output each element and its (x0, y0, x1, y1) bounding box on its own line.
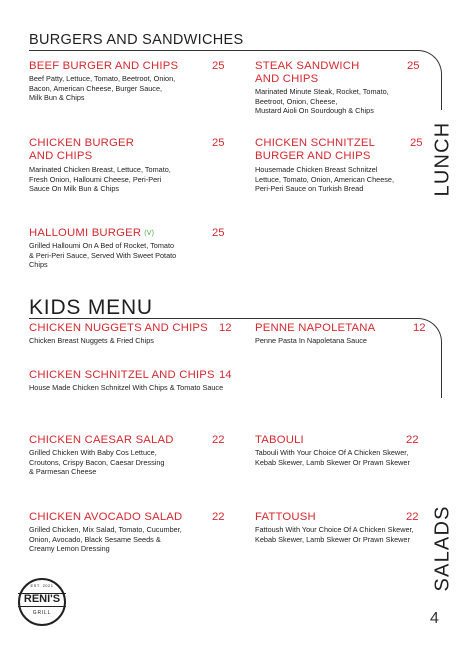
item-price: 25 (410, 137, 423, 149)
menu-item-chicken-schnitzel-kids (29, 369, 269, 394)
section-title-burgers: BURGERS AND SANDWICHES (29, 32, 244, 48)
item-name: PENNE NAPOLETANA (255, 322, 376, 334)
item-price: 25 (407, 60, 420, 72)
item-description: House Made Chicken Schnitzel With Chips & Tomato Sauce (29, 383, 224, 392)
item-price: 12 (219, 322, 232, 334)
item-description: Beef Patty, Lettuce, Tomato, Beetroot, Onion, Bacon, American Cheese, Burger Sauce, Milk Bun & Chips (29, 74, 176, 103)
item-description: Marinated Minute Steak, Rocket, Tomato, Beetroot, Onion, Cheese, Mustard Aioli On Sourdough & Chips (255, 87, 389, 116)
side-label-lunch: LUNCH (431, 121, 454, 197)
item-description: Grilled Halloumi On A Bed of Rocket, Tomato & Peri-Peri Sauce, Served With Sweet Potato Chips (29, 241, 177, 270)
item-name: CHICKEN BURGER AND CHIPS (29, 137, 135, 162)
item-price: 25 (212, 227, 225, 239)
item-description: Tabouli With Your Choice Of A Chicken Skewer, Kebab Skewer, Lamb Skewer Or Prawn Skewer (255, 448, 410, 467)
menu-item-caesar-salad (29, 434, 229, 479)
menu-item-fattoush (255, 511, 427, 546)
item-name: STEAK SANDWICH AND CHIPS (255, 60, 360, 85)
item-name: CHICKEN SCHNITZEL AND CHIPS (29, 369, 215, 381)
logo-name: RENI'S (23, 593, 61, 605)
menu-item-halloumi-burger (29, 227, 229, 272)
menu-item-steak-sandwich (255, 60, 425, 115)
item-description: Grilled Chicken, Mix Salad, Tomato, Cucumber, Onion, Avocado, Black Sesame Seeds & Creamy Lemon Dressing (29, 525, 182, 554)
menu-item-chicken-schnitzel-burger (255, 137, 425, 192)
menu-item-chicken-burger (29, 137, 229, 192)
menu-item-tabouli (255, 434, 427, 469)
menu-item-beef-burger (29, 60, 229, 105)
page-number: 4 (430, 610, 439, 627)
side-rule-kids (441, 378, 442, 398)
item-description: Grilled Chicken With Baby Cos Lettuce, Croutons, Crispy Bacon, Caesar Dressing & Parmesan Cheese (29, 448, 165, 477)
item-description: Fattoush With Your Choice Of A Chicken Skewer, Kebab Skewer, Lamb Skewer Or Prawn Skewer (255, 525, 414, 544)
logo-est-text: EST. 2021 (30, 583, 54, 588)
item-name: CHICKEN CAESAR SALAD (29, 434, 174, 446)
item-price: 22 (406, 511, 419, 523)
side-label-salads: SALADS (431, 505, 454, 592)
vegetarian-badge: (V) (144, 230, 155, 237)
item-name: CHICKEN AVOCADO SALAD (29, 511, 183, 523)
item-price: 14 (219, 369, 232, 381)
item-price: 22 (212, 434, 225, 446)
item-name: CHICKEN SCHNITZEL BURGER AND CHIPS (255, 137, 376, 162)
item-description: Marinated Chicken Breast, Lettuce, Tomato, Fresh Onion, Halloumi Cheese, Peri-Peri Sauce On Milk Bun & Chips (29, 165, 171, 194)
item-name-wrap (29, 227, 154, 241)
item-description: Housemade Chicken Breast Schnitzel Lettuce, Tomato, Onion, American Cheese, Peri-Peri Sauce on Turkish Bread (255, 165, 394, 194)
renis-grill-logo (18, 578, 66, 626)
item-name: CHICKEN NUGGETS AND CHIPS (29, 322, 208, 334)
section-title-kids: KIDS MENU (29, 296, 153, 319)
item-price: 25 (212, 60, 225, 72)
item-price: 22 (406, 434, 419, 446)
item-price: 25 (212, 137, 225, 149)
item-name: FATTOUSH (255, 511, 316, 523)
item-name: BEEF BURGER AND CHIPS (29, 60, 179, 72)
logo-sub-text: GRILL (32, 610, 52, 616)
item-price: 22 (212, 511, 225, 523)
menu-item-chicken-nuggets (29, 322, 234, 347)
menu-item-penne-napoletana (255, 322, 427, 347)
item-price: 12 (413, 322, 426, 334)
item-description: Penne Pasta In Napoletana Sauce (255, 336, 367, 345)
menu-item-chicken-avocado-salad (29, 511, 234, 556)
item-name: TABOULI (255, 434, 304, 446)
item-description: Chicken Breast Nuggets & Fried Chips (29, 336, 154, 345)
item-name: HALLOUMI BURGER (29, 227, 142, 239)
